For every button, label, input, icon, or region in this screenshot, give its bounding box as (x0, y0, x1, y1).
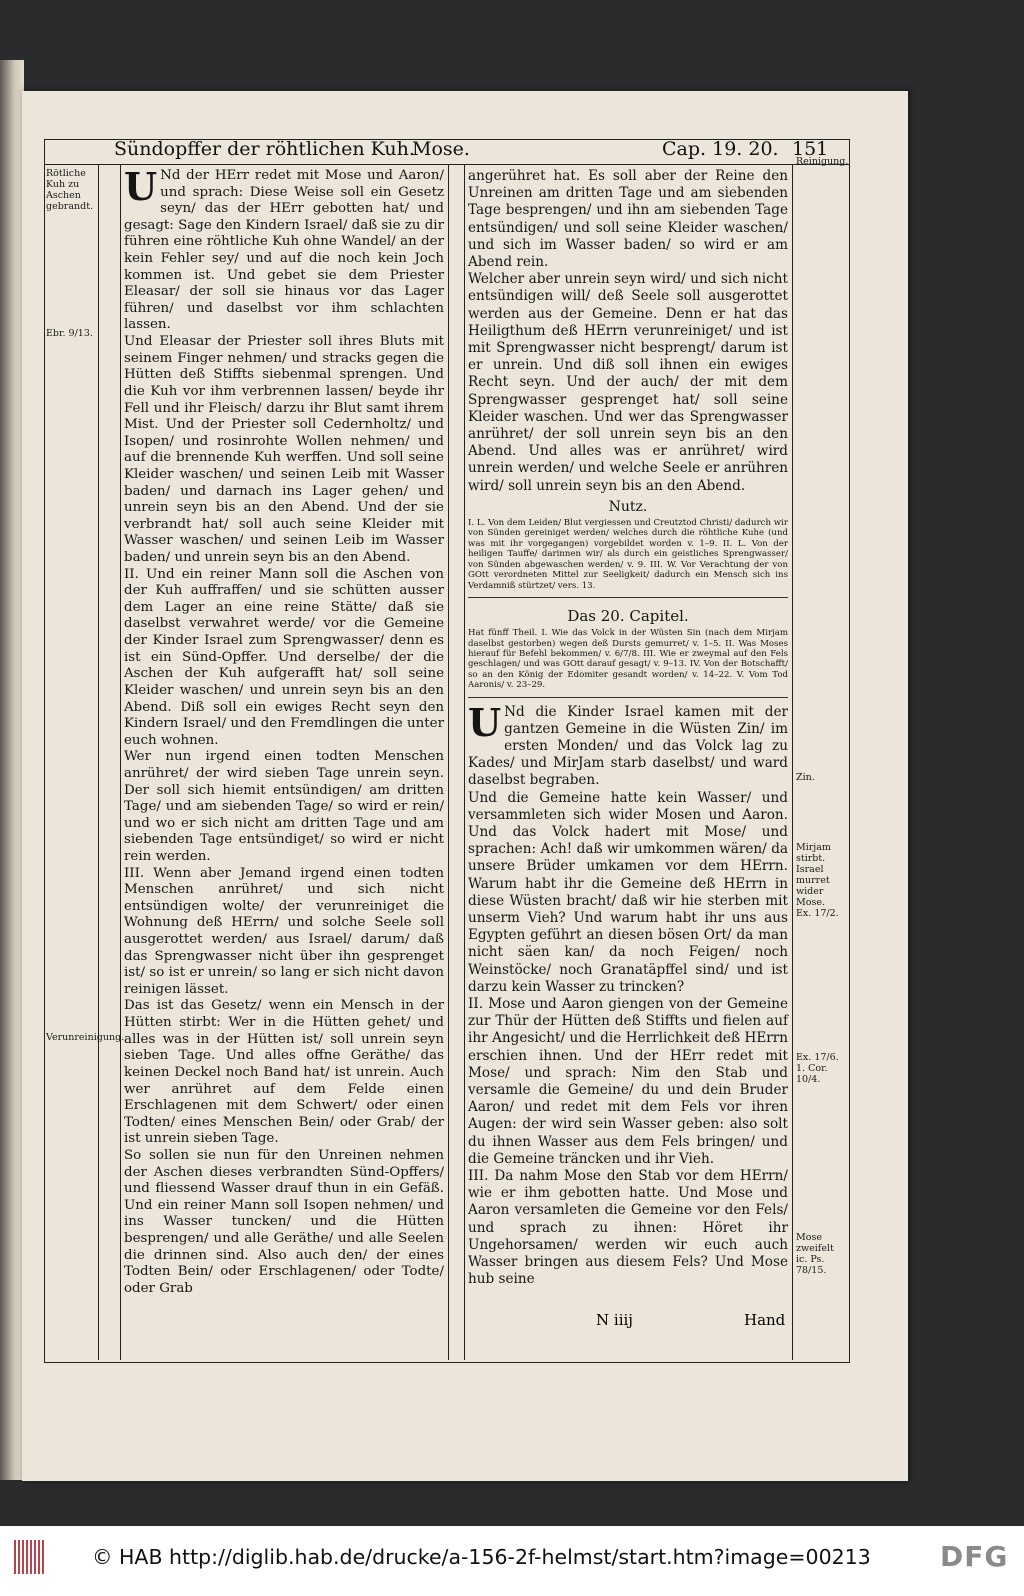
paragraph: angerühret hat. Es soll aber der Reine den Unreinen am dritten Tage und am siebenden Tage besprengen/ und ihn am siebenden Tage entsündigen/ und soll seine Kleider waschen/ und sich im Wasser baden/ so wird er am Abend rein. (468, 168, 788, 271)
chapter-summary: Hat fünff Theil. I. Wie das Volck in der Wüsten Sin (nach dem Mirjam daselbst gestorben) wegen deß Dursts gemurret/ v. 1–5. II. Was Moses hierauf für Befehl bekommen/ v. 6/7/8. III. Wie er zweymal auf den Fels geschlagen/ und was GOtt darauf gesagt/ v. 9–13. IV. Von der Botschafft/ so an den König der Edomiter gesandt worden/ v. 14–22. V. Vom Tod Aaronis/ v. 23–29. (468, 628, 788, 691)
paragraph: II. Mose und Aaron giengen von der Gemeine zur Thür der Hütten deß Stiffts und fielen auf ihr Angesicht/ und die Herrlichkeit deß HErrn erschien ihnen. Und der HErr redet mit Mose/ und sprach: Nim den Stab und versamle die Gemeine/ du und dein Bruder Aaron/ und redet mit dem Fels vor ihren Augen: der wird sein Wasser geben: also solt du ihnen Wasser aus dem Fels bringen/ und die Gemeine träncken und ihr Vieh. (468, 996, 788, 1167)
paragraph: Das ist das Gesetz/ wenn ein Mensch in der Hütten stirbt: Wer in die Hütten gehet/ und alles was in der Hütten ist/ soll unrein seyn sieben Tage. Und alles offne Geräthe/ das keinen Deckel noch Band hat/ ist unrein. Auch wer anrühret auf dem Felde einen Erschlagenen mit dem Schwert/ oder einen Todten/ eines Menschen Bein/ oder Grab/ der ist unrein sieben Tage. (124, 998, 444, 1147)
margin-note-right: Ex. 17/6. 1. Cor. 10/4. (796, 1052, 839, 1085)
source-credit[interactable]: © HAB http://diglib.hab.de/drucke/a-156-2f-helmst/start.htm?image=00213 (92, 1545, 871, 1569)
verse-number-rule (120, 164, 121, 1360)
left-margin-rule (98, 164, 99, 1360)
catchword: Hand (744, 1311, 786, 1329)
paragraph: So sollen sie nun für den Unreinen nehmen der Aschen dieses verbrandten Sünd-Opffers/ und fliessend Wasser drauf thun in ein Gefäß. Und ein reiner Mann soll Isopen nehmen/ und ins Wasser tuncken/ und die Hütten besprengen/ und alle Geräthe/ und alle Seelen die drinnen sind. Also auch den/ der eines Todten Bein/ oder Erschlagenen/ oder Todte/ oder Grab (124, 1147, 444, 1296)
header-book: Mose. (412, 138, 470, 160)
paragraph: II. Und ein reiner Mann soll die Aschen von der Kuh auffraffen/ und sie schütten ausser dem Lager an eine reine Stätte/ daß sie daselbst verwahret werde/ vor die Gemeine der Kinder Israel zum Sprengwasser/ denn es ist ein Sünd-Opffer. Und derselbe/ der die Aschen der Kuh aufgerafft hat/ soll seine Kleider waschen/ und unrein seyn bis an den Abend. Diß soll ein ewiges Recht seyn den Kindern Israel/ und den Fremdlingen die unter euch wohnen. (124, 566, 444, 748)
book-edge (0, 60, 24, 1480)
barcode-icon (14, 1540, 50, 1574)
margin-note-right: Mirjam stirbt. Israel murret wider Mose. Ex. 17/2. (796, 842, 839, 919)
paragraph: U Nd die Kinder Israel kamen mit der gantzen Gemeine in die Wüsten Zin/ im ersten Monden/ und das Volck lag zu Kades/ und MirJam starb daselbst/ und ward daselbst begraben. (468, 699, 788, 789)
paragraph: Und die Gemeine hatte kein Wasser/ und versammleten sich wider Mosen und Aaron. Und das Volck hadert mit Mose/ und sprachen: Ach! daß wir umkommen wären/ da unsere Brüder umkamen vor dem HErrn. Warum habt ihr die Gemeine deß HErrn in diese Wüsten bracht/ daß wir hie sterben mit unserm Vieh? Und warum habt ihr uns aus Egypten geführt an diesen bösen Ort/ da man nicht säen kan/ da noch Feigen/ noch Weinstöcke/ noch Granatäpffel sind/ und ist darzu kein Wasser zu trincken? (468, 789, 788, 995)
signature-mark: N iiij (596, 1311, 633, 1329)
margin-note-right: Reinigung. (796, 156, 849, 167)
page-number: 151 (792, 138, 829, 160)
column-rule-right (464, 164, 465, 1360)
chapter-title: Das 20. Capitel. (567, 606, 689, 625)
margin-note-left: Ebr. 9/13. (46, 328, 93, 339)
paragraph: U Nd der HErr redet mit Mose und Aaron/ und sprach: Diese Weise soll ein Gesetz seyn/ das der HErr gebotten hat/ und gesagt: Sage den Kindern Israel/ daß sie zu dir führen eine röhtliche Kuh ohne Wandel/ an der kein Fehler sey/ und auf die noch kein Joch kommen ist. Und gebet sie dem Priester Eleasar/ der soll sie hinaus vor das Lager führen/ und daselbst vor ihm schlachten lassen. (124, 164, 444, 333)
header-title: Sündopffer der röhtlichen Kuh. (114, 138, 415, 160)
nutz-text: I. L. Von dem Leiden/ Blut vergiessen und Creutztod Christi/ dadurch wir von Sünden gereiniget werden/ welches durch die röhtliche Kuhe (und was mit ihr vorgegangen) vorgebildet worden v. 1–9. II. L. Von der heiligen Tauffe/ darinnen wir/ als durch ein geistliches Sprengwasser/ von Sünden abgewaschen werden/ v. 9. III. W. Vor Verachtung der von GOtt verordneten Mittel zur Seeligkeit/ dadurch ein Mensch sich ins Verdamniß stürtzet/ vers. 13. (468, 518, 788, 591)
text-column-left (124, 164, 444, 1297)
header-rule (44, 164, 850, 165)
paragraph: III. Da nahm Mose den Stab vor dem HErrn/ wie er ihm gebotten hatte. Und Mose und Aaron versamleten die Gemeine vor den Fels/ und sprach zu ihnen: Höret ihr Ungehorsamen/ werden wir euch auch Wasser bringen aus diesem Fels? Und Mose hub seine (468, 1168, 788, 1288)
drop-capital: U (468, 699, 502, 745)
paragraph: Welcher aber unrein seyn wird/ und sich nicht entsündigen will/ deß Seele soll ausgerottet werden aus der Gemeine. Denn er hat das Heiligthum deß HErrn verunreiniget/ und ist mit Sprengwasser nicht besprengt/ darum ist er unrein. Und diß soll ihnen ein ewiges Recht seyn. Und der auch/ der mit dem Sprengwasser gesprenget hat/ soll seine Kleider waschen. Und wer das Sprengwasser anrühret/ der soll unrein seyn bis an den Abend. Und alles was er anrühret/ wird unrein werden/ und welche Seele er anrühren wird/ soll unrein seyn bis an den Abend. (468, 271, 788, 494)
margin-note-right: Zin. (796, 772, 815, 783)
margin-note-right: Mose zweifelt ic. Ps. 78/15. (796, 1232, 834, 1276)
section-rule (468, 697, 788, 698)
drop-capital: U (124, 164, 158, 209)
text-column-right (468, 168, 788, 1288)
column-rule-left (448, 164, 449, 1360)
paragraph: Wer nun irgend einen todten Menschen anrühret/ der wird sieben Tage unrein seyn. Der soll sich hiemit entsündigen/ am dritten Tage/ und am siebenden Tage/ so wird er rein/ und wo er sich nicht am dritten Tage und am siebenden Tage entsündiget/ so wird er nicht rein werden. (124, 749, 444, 864)
paragraph: Und Eleasar der Priester soll ihres Bluts mit seinem Finger nehmen/ und stracks gegen die Hütten deß Stiffts siebenmal sprengen. Und die Kuh vor ihm verbrennen lassen/ beyde ihr Fell und ihr Fleisch/ darzu ihr Blut samt ihrem Mist. Und der Priester soll Cedernholtz/ und Isopen/ und rosinrohte Wollen nehmen/ und auf die brennende Kuh werffen. Und soll seine Kleider waschen/ und seinen Leib mit Wasser baden/ und darnach ins Lager gehen/ und unrein seyn bis an den Abend. Und der sie verbrandt hat/ soll auch seine Kleider mit Wasser waschen/ und seinen Leib im Wasser baden/ und unrein seyn bis an den Abend. (124, 334, 444, 566)
section-rule (468, 597, 788, 598)
dfg-logo: DFG (940, 1540, 1009, 1573)
margin-note-left: Rötliche Kuh zu Aschen gebrandt. (46, 168, 94, 212)
running-header (112, 134, 852, 164)
header-chapter: Cap. 19. 20. (662, 138, 779, 160)
right-margin-rule (792, 164, 793, 1360)
section-heading-nutz: Nutz. (608, 498, 648, 515)
paragraph: III. Wenn aber Jemand irgend einen todten Menschen anrühret/ und sich nicht entsündigen wolte/ der verunreiniget die Wohnung deß HErrn/ und solche Seele soll ausgerottet werden/ aus Israel/ darum/ daß das Sprengwasser nicht über ihn gesprenget ist/ so ist er unrein/ so lang er sich nicht davon reinigen lässet. (124, 865, 444, 997)
margin-note-left: Verunreinigung. (46, 1032, 125, 1043)
